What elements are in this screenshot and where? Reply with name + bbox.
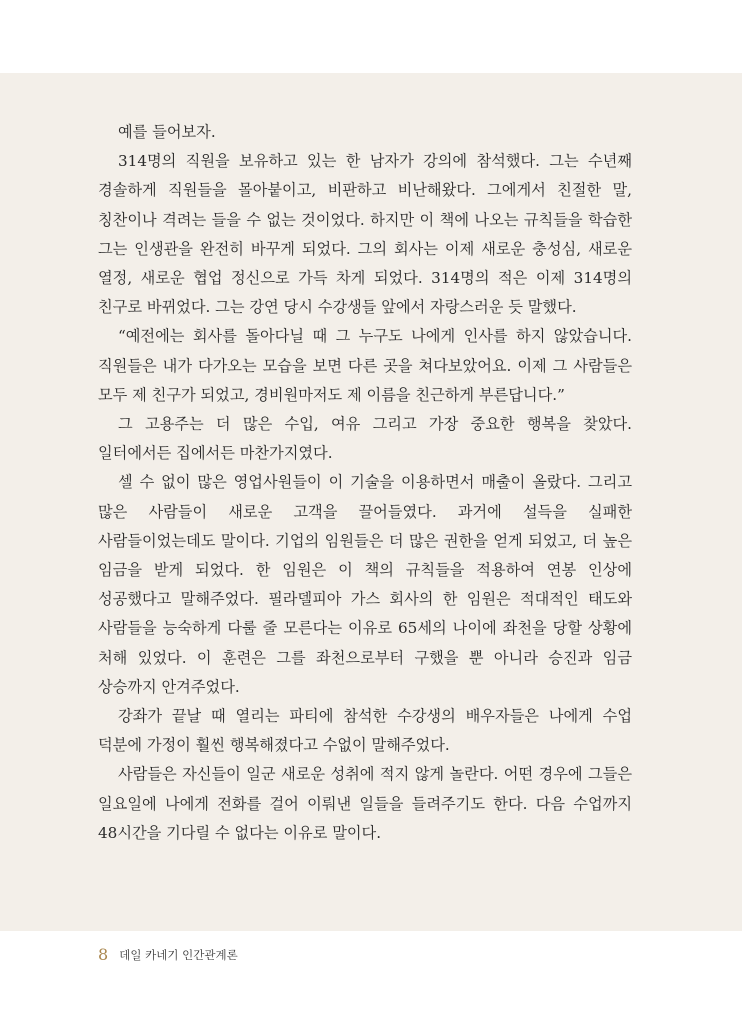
page-number: 8 <box>98 945 109 964</box>
paragraph-7: 사람들은 자신들이 일군 새로운 성취에 적지 않게 놀란다. 어떤 경우에 그들은 일요일에 나에게 전화를 걸어 이뤄낸 일들을 들려주기도 한다. 다음 수업까지 48시간을 기다릴 수 없다는 이유로 말이다. <box>98 765 632 842</box>
paragraph-2: 314명의 직원을 보유하고 있는 한 남자가 강의에 참석했다. 그는 수년째 경솔하게 직원들을 몰아붙이고, 비판하고 비난해왔다. 그에게서 친절한 말, 칭찬이나 격려는 들을 수 없는 것이었다. 하지만 이 책에 나오는 규칙들을 학습한 그는 인생관을 완전히 바꾸게 되었다. 그의 회사는 이제 새로운 충성심, 새로운 열정, 새로운 협업 정신으로 가득 차게 되었다. 314명의 적은 이제 314명의 친구로 바뀌었다. 그는 강연 당시 수강생들 앞에서 자랑스러운 듯 말했다. <box>98 152 632 317</box>
paragraph-1: 예를 들어보자. <box>118 123 216 141</box>
book-title: 데일 카네기 인간관계론 <box>119 948 238 962</box>
paragraph-6: 강좌가 끝날 때 열리는 파티에 참석한 수강생의 배우자들은 나에게 수업 덕분에 가정이 훨씬 행복해졌다고 수없이 말해주었다. <box>98 707 632 755</box>
paragraph-5: 셀 수 없이 많은 영업사원들이 이 기술을 이용하면서 매출이 올랐다. 그리고 많은 사람들이 새로운 고객을 끌어들였다. 과거에 설득을 실패한 사람들이었는데도 말이다. 기업의 임원들은 더 많은 권한을 얻게 되었고, 더 높은 임금을 받게 되었다. 한 임원은 이 책의 규칙들을 적용하여 연봉 인상에 성공했다고 말해주었다. 필라델피아 가스 회사의 한 임원은 적대적인 태도와 사람들을 능숙하게 다룰 줄 모른다는 이유로 65세의 나이에 좌천을 당할 상황에 처해 있었다. 이 훈련은 그를 좌천으로부터 구했을 뿐 아니라 승진과 임금 상승까지 안겨주었다. <box>98 473 632 696</box>
paragraph-3: “예전에는 회사를 돌아다닐 때 그 누구도 나에게 인사를 하지 않았습니다. 직원들은 내가 다가오는 모습을 보면 다른 곳을 쳐다보았어요. 이제 그 사람들은 모두 제 친구가 되었고, 경비원마저도 제 이름을 친근하게 부른답니다.” <box>98 327 632 404</box>
page-footer <box>98 945 238 964</box>
paragraph-4: 그 고용주는 더 많은 수입, 여유 그리고 가장 중요한 행복을 찾았다. 일터에서든 집에서든 마찬가지였다. <box>98 415 632 463</box>
body-text <box>98 118 632 848</box>
